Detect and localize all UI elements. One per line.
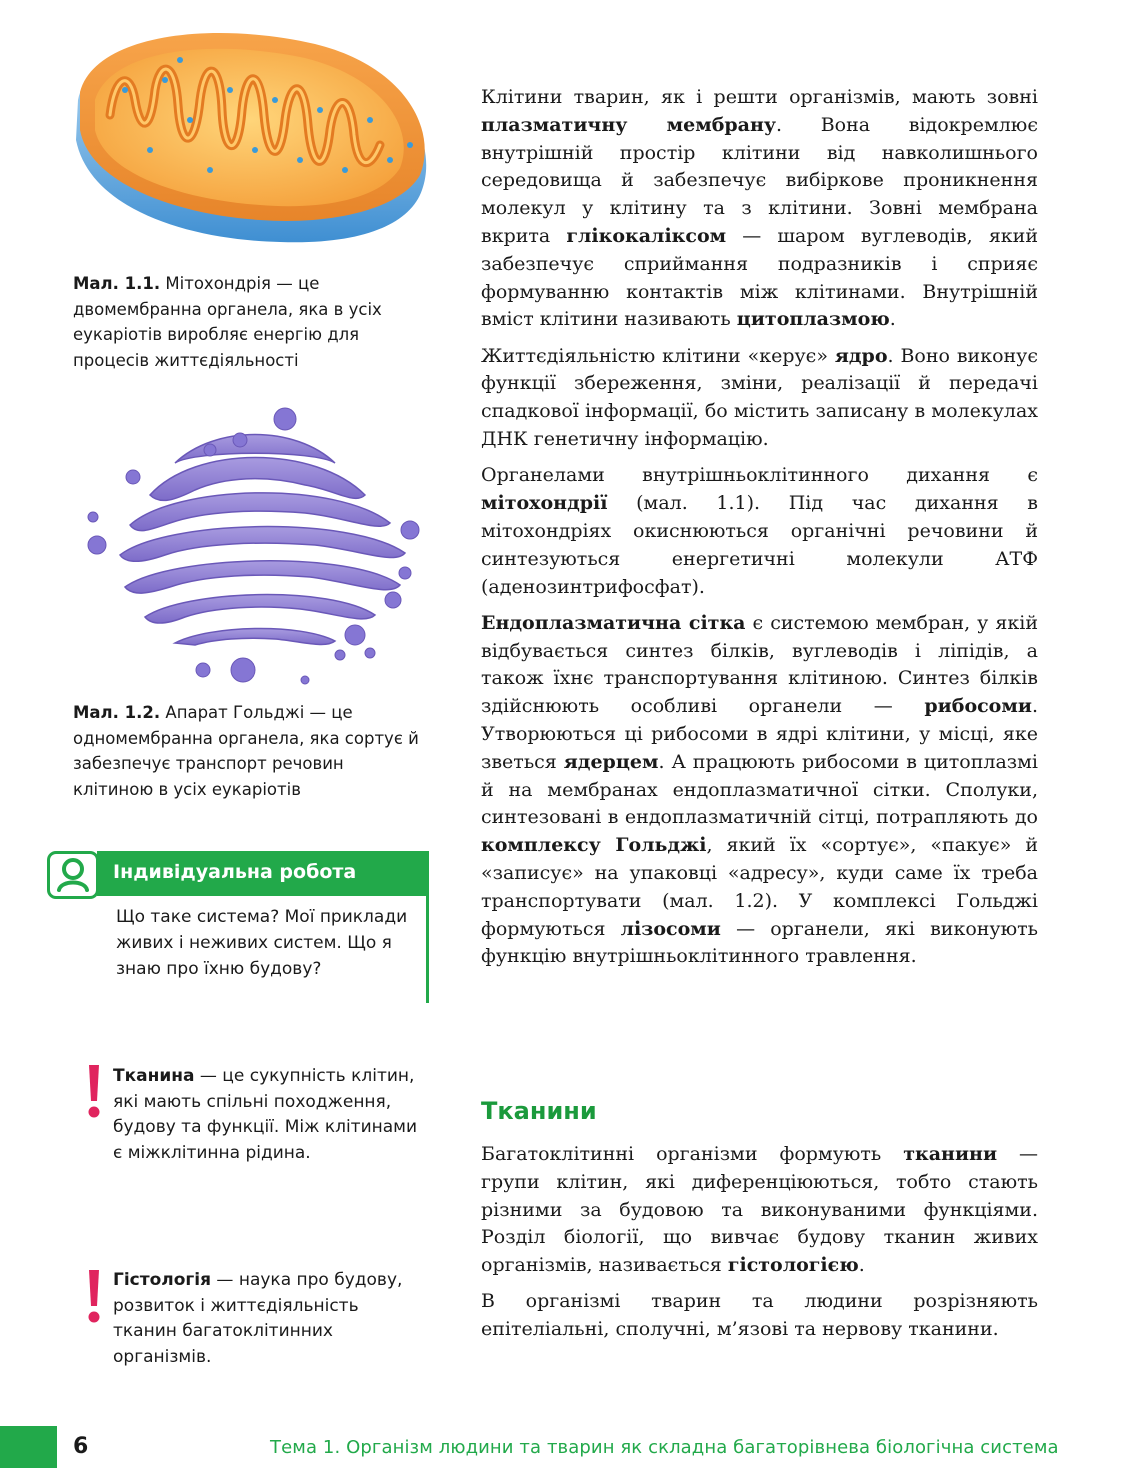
text-run: Органелами внутрішньоклітинного дихання є bbox=[481, 464, 1038, 487]
text-run: — шаром вуглеводів, який забезпечує сприймання подразників і сприяє формуванню контактів між клітинами. Внутрішній вміст клітини називають bbox=[481, 224, 1039, 331]
section-text-column bbox=[481, 1141, 1038, 1353]
footer-topic-title: Тема 1. Організм людини та тварин як складна багаторівнева біологічна система bbox=[270, 1437, 1059, 1458]
bold-term: рибосоми bbox=[924, 695, 1032, 718]
individual-work-title: Індивідуальна робота bbox=[113, 861, 357, 883]
bold-term: мітохондрії bbox=[481, 492, 608, 515]
text-run: Клітини тварин, як і решти організмів, мають зовні bbox=[481, 86, 1038, 108]
definition-term: Гістологія bbox=[113, 1270, 212, 1290]
bold-term: комплексу Гольджі bbox=[481, 834, 707, 857]
figure-1-label: Мал. 1.1. bbox=[73, 274, 161, 293]
bold-term: глікокаліксом bbox=[566, 224, 727, 247]
page-number: 6 bbox=[73, 1434, 89, 1459]
paragraph bbox=[481, 610, 1038, 971]
main-text-column bbox=[481, 84, 1038, 980]
person-icon bbox=[47, 851, 99, 899]
exclamation-icon bbox=[84, 1268, 104, 1324]
text-run: — групи клітин, які диференціюються, тобто стають різними за будовою та виконуваними функціями. Розділ біології, що вивчає будову тканин живих організмів, називається bbox=[481, 1143, 1038, 1277]
definition-text: — наука про будову, розвиток і життєдіяльність тканин багатоклітинних організмів. bbox=[113, 1270, 403, 1367]
text-run: — органели, які виконують функцію внутрішньоклітинного травлення. bbox=[481, 917, 1039, 968]
paragraph bbox=[481, 1141, 1038, 1280]
paragraph bbox=[481, 84, 1038, 334]
golgi-apparatus-illustration bbox=[75, 405, 435, 685]
bold-term: цитоплазмою bbox=[736, 308, 890, 331]
figure-1-caption bbox=[73, 271, 433, 373]
bold-term: Ендоплазматична сітка bbox=[481, 611, 746, 634]
section-title: Тканини bbox=[481, 1097, 597, 1125]
footer-accent-bar bbox=[0, 1426, 57, 1468]
text-run: . Воно виконує функції збереження, зміни, реалізації й передачі спадкової інформації, бо містить записану в молекулах ДНК генетичну інформацію. bbox=[481, 344, 1039, 451]
definition-term: Тканина bbox=[113, 1066, 195, 1086]
mitochondrion-illustration bbox=[70, 20, 435, 255]
bold-term: плазматичну мембрану bbox=[481, 113, 777, 136]
bold-term: лізосоми bbox=[620, 917, 721, 940]
exclamation-icon bbox=[84, 1063, 104, 1119]
text-run: Багатоклітинні організми формують bbox=[481, 1143, 904, 1165]
bold-term: гістологією bbox=[727, 1254, 859, 1277]
figure-2-text: Апарат Гольджі — це одномембранна органела, яка сортує й забезпечує транспорт речовин клітиною в усіх еукаріотів bbox=[73, 703, 419, 799]
definition-tissue bbox=[113, 1064, 418, 1166]
bold-term: ядерцем bbox=[563, 750, 659, 773]
bold-term: тканини bbox=[903, 1143, 998, 1165]
figure-1-text: Мітохондрія — це двомембранна органела, яка в усіх еукаріотів виробляє енергію для процесів життєдіяльності bbox=[73, 274, 382, 370]
text-run: . Вона відокремлює внутрішній простір клітини від навколишнього середовища й забезпечує вибіркове проникнення молекул у клітину та з клітини. Зовні мембрана вкрита bbox=[481, 113, 1038, 247]
text-run: . bbox=[889, 308, 896, 331]
text-run: В організмі тварин та людини розрізняють епітеліальні, сполучні, м’язові та нервову тканини. bbox=[481, 1290, 1038, 1341]
text-run: Життєдіяльністю клітини «керує» bbox=[481, 344, 835, 367]
individual-work-rule bbox=[426, 896, 429, 1003]
text-run: . Утворюються ці рибосоми в ядрі клітини, у місці, яке зветься bbox=[481, 695, 1038, 773]
text-run: , який їх «сортує», «пакує» й «записує» на упаковці «адресу», куди саме їх треба транспортувати (мал. 1.2). У комплексі Гольджі формуються bbox=[481, 834, 1038, 940]
paragraph bbox=[481, 462, 1038, 601]
text-run: . bbox=[858, 1254, 865, 1277]
individual-work-text: Що таке система? Мої приклади живих і неживих систем. Що я знаю про їхню будову? bbox=[116, 907, 408, 979]
paragraph bbox=[481, 343, 1038, 454]
paragraph bbox=[481, 1288, 1038, 1344]
figure-2-label: Мал. 1.2. bbox=[73, 703, 161, 722]
definition-histology bbox=[113, 1268, 418, 1370]
text-run: є системою мембран, у якій відбувається синтез білків, вуглеводів і ліпідів, а також їхнє транспортування клітиною. Синтез білків здійснюють особливі органели — bbox=[481, 611, 1038, 718]
figure-2-caption bbox=[73, 700, 423, 802]
text-run: . А працюють рибосоми в цитоплазмі й на мембранах ендоплазматичної сітки. Сполуки, синтезовані в ендоплазматичній сітці, потрапляють до bbox=[481, 750, 1038, 829]
individual-work-box bbox=[47, 851, 429, 1003]
bold-term: ядро bbox=[834, 344, 888, 367]
text-run: (мал. 1.1). Під час дихання в мітохондріях окиснюються органічні речовини й синтезуються енергетичні молекули АТФ (аденозинтрифосфат). bbox=[481, 492, 1038, 598]
definition-text: — це сукупність клітин, які мають спільні походження, будову та функції. Між клітинами є міжклітинна рідина. bbox=[113, 1066, 418, 1163]
